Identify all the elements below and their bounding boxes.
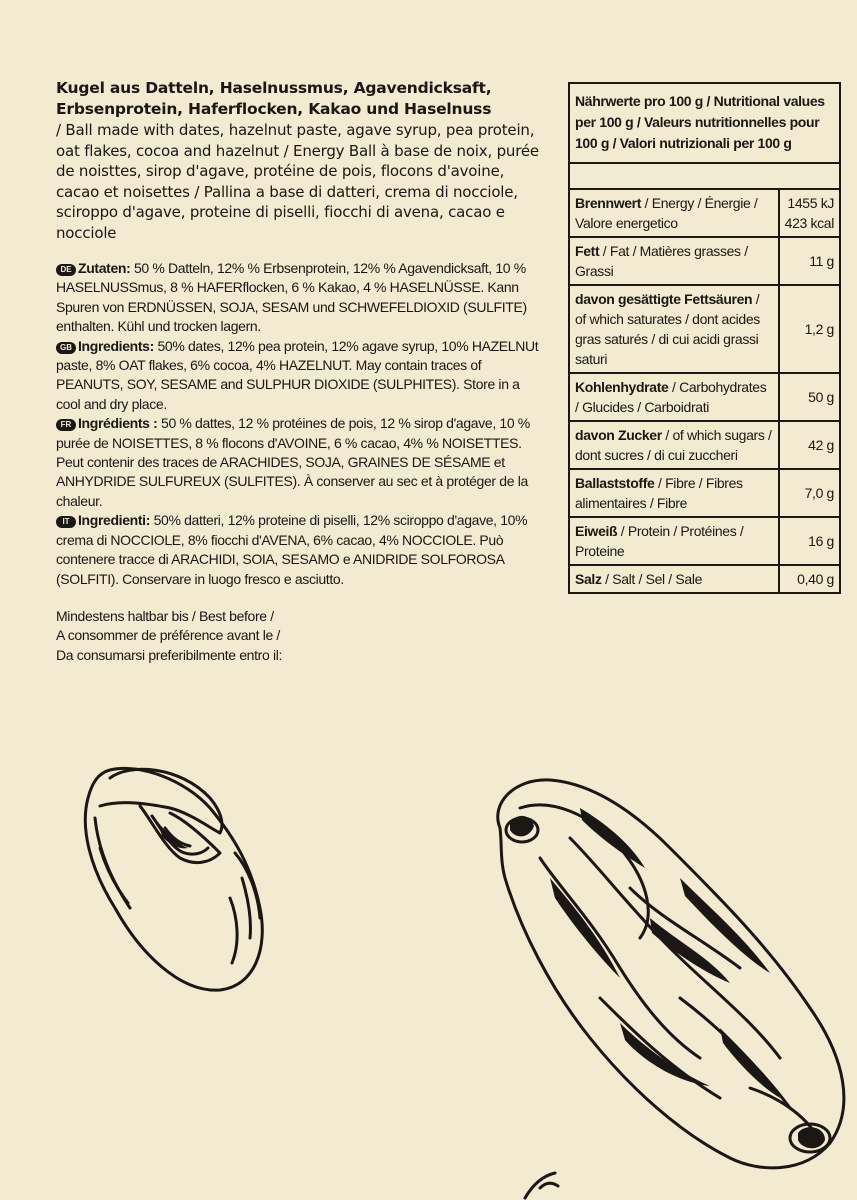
nutrient-label — [569, 373, 779, 421]
nutrition-row — [569, 421, 840, 469]
nutrient-label — [569, 517, 779, 565]
nutrition-table — [568, 82, 841, 594]
nutrient-name: davon gesättigte Fettsäuren — [575, 291, 753, 307]
ingredients-label-fr: Ingrédients : — [78, 415, 158, 432]
nutrient-label — [569, 421, 779, 469]
nutrition-row — [569, 189, 840, 237]
nutrition-row — [569, 565, 840, 593]
nutrient-translations: / Fat / Matières grasses / Grassi — [575, 243, 748, 279]
best-before-line-1: Mindestens haltbar bis / Best before / — [56, 607, 274, 624]
nutrient-translations: / Carbohydrates / Glucides / Carboidrati — [575, 379, 767, 415]
ingredients-label-it: Ingredienti: — [78, 512, 151, 529]
nutrient-value: 42 g — [779, 421, 840, 469]
ingredients-label-gb: Ingredients: — [78, 337, 154, 354]
product-description-column — [56, 78, 546, 665]
nutrition-row — [569, 285, 840, 373]
nutrient-name: davon Zucker — [575, 427, 662, 443]
nutrient-value: 1,2 g — [779, 285, 840, 373]
nutrient-translations: / of which sugars / dont sucres / di cui zuccheri — [575, 427, 772, 463]
ingredients-text-de: 50 % Datteln, 12% % Erbsenprotein, 12% % Agavendicksaft, 10 % HASELNUSSmus, 8 % HAFERflocken, 6 % Kakao, 4 % HASELNÜSSE. Kann Spuren von ERDNÜSSEN, SOJA, SESAM und SCHWEFELDIOXID (SULFITE) enthalten. Kühl und trocken lagern. — [56, 260, 527, 335]
nutrient-label — [569, 469, 779, 517]
ingredients-text-it: 50% datteri, 12% proteine di piselli, 12% sciroppo d'agave, 10% crema di NOCCIOLE, 8% fiocchi d'AVENA, 6% cacao, 4% NOCCIOLE. Può contenere tracce di ARACHIDI, SOIA, SESAMO e ANIDRIDE SOLFOROSA (SOLFITI). Conservare in luogo fresco e asciutto. — [56, 512, 528, 587]
best-before-block — [56, 607, 546, 665]
ingredients-de — [56, 259, 546, 337]
hazelnut-illustration — [70, 758, 270, 998]
nutrient-name: Kohlenhydrate — [575, 379, 669, 395]
nutrient-value: 50 g — [779, 373, 840, 421]
ingredients-it — [56, 511, 546, 589]
nutrient-value: 16 g — [779, 517, 840, 565]
nutrient-name: Ballaststoffe — [575, 475, 655, 491]
nutrition-table-spacer — [569, 163, 840, 189]
ingredients-block — [56, 259, 546, 589]
nutrient-label — [569, 237, 779, 285]
language-badge-it: IT — [56, 516, 76, 528]
nutrient-label — [569, 189, 779, 237]
language-badge-gb: GB — [56, 342, 76, 354]
nutrition-row — [569, 469, 840, 517]
best-before-line-2: A consommer de préférence avant le / — [56, 627, 280, 644]
nutrient-value: 11 g — [779, 237, 840, 285]
language-badge-fr: FR — [56, 419, 76, 431]
nutrient-translations: / Energy / Énergie / Valore energetico — [575, 195, 758, 231]
ingredients-gb — [56, 337, 546, 415]
best-before-line-3: Da consumarsi preferibilmente entro il: — [56, 646, 283, 663]
nutrition-row — [569, 373, 840, 421]
product-subtitle-translations: / Ball made with dates, hazelnut paste, agave syrup, pea protein, oat flakes, cocoa and hazelnut / Energy Ball à base de noix, purée de noisttes, sirop d'agave, protéine de pois, flocons d'avoine, cacao et noisettes / Pallina a base di datteri, crema di nocciole, sciroppo d'agave, proteine di piselli, fiocchi di avena, cacao e nocciole — [56, 121, 539, 242]
nutrient-name: Eiweiß — [575, 523, 618, 539]
ingredients-label-de: Zutaten: — [78, 260, 131, 276]
ingredients-text-fr: 50 % dattes, 12 % protéines de pois, 12 % sirop d'agave, 10 % purée de NOISETTES, 8 % flocons d'AVOINE, 6 % cacao, 4% % NOISETTES. Peut contenir des traces de ARACHIDES, SOJA, GRAINES DE SÉSAME et ANHYDRIDE SULFUREUX (SULFITES). À conserver au sec et à protéger de la chaleur. — [56, 415, 530, 509]
nutrition-row — [569, 237, 840, 285]
nutrient-translations: / Fibre / Fibres alimentaires / Fibre — [575, 475, 743, 511]
nutrient-value — [779, 189, 840, 237]
date-fruit-illustration — [480, 768, 857, 1178]
nutrient-translations: / Protein / Protéines / Proteine — [575, 523, 744, 559]
language-badge-de: DE — [56, 264, 76, 276]
nutrient-value: 7,0 g — [779, 469, 840, 517]
sprig-illustration — [520, 1168, 580, 1200]
nutrient-label — [569, 285, 779, 373]
nutrient-name: Salz — [575, 571, 602, 587]
nutrient-name: Fett — [575, 243, 600, 259]
energy-kj-value: 1455 kJ — [787, 195, 834, 211]
nutrient-label — [569, 565, 779, 593]
nutrient-translations: / Salt / Sel / Sale — [601, 571, 703, 587]
nutrition-table-header-row — [569, 83, 840, 163]
nutrition-row — [569, 517, 840, 565]
nutrient-translations: / of which saturates / dont acides gras saturés / di cui acidi grassi saturi — [575, 291, 760, 367]
product-title: Kugel aus Datteln, Haselnussmus, Agavendicksaft, Erbsenprotein, Haferflocken, Kakao und Haselnuss — [56, 79, 492, 118]
nutrition-table-header: Nährwerte pro 100 g / Nutritional values per 100 g / Valeurs nutritionnelles pour 100 g / Valori nutrizionali per 100 g — [569, 83, 840, 163]
ingredients-fr — [56, 414, 546, 511]
ingredients-text-gb: 50% dates, 12% pea protein, 12% agave syrup, 10% HAZELNUt paste, 8% OAT flakes, 6% cocoa, 4% HAZELNUT. May contain traces of PEANUTS, SOY, SESAME and SULPHUR DIOXIDE (SULPHITES). Store in a cool and dry place. — [56, 337, 539, 412]
nutrient-value: 0,40 g — [779, 565, 840, 593]
energy-kcal-value: 423 kcal — [784, 215, 834, 231]
nutrient-name: Brennwert — [575, 195, 642, 211]
